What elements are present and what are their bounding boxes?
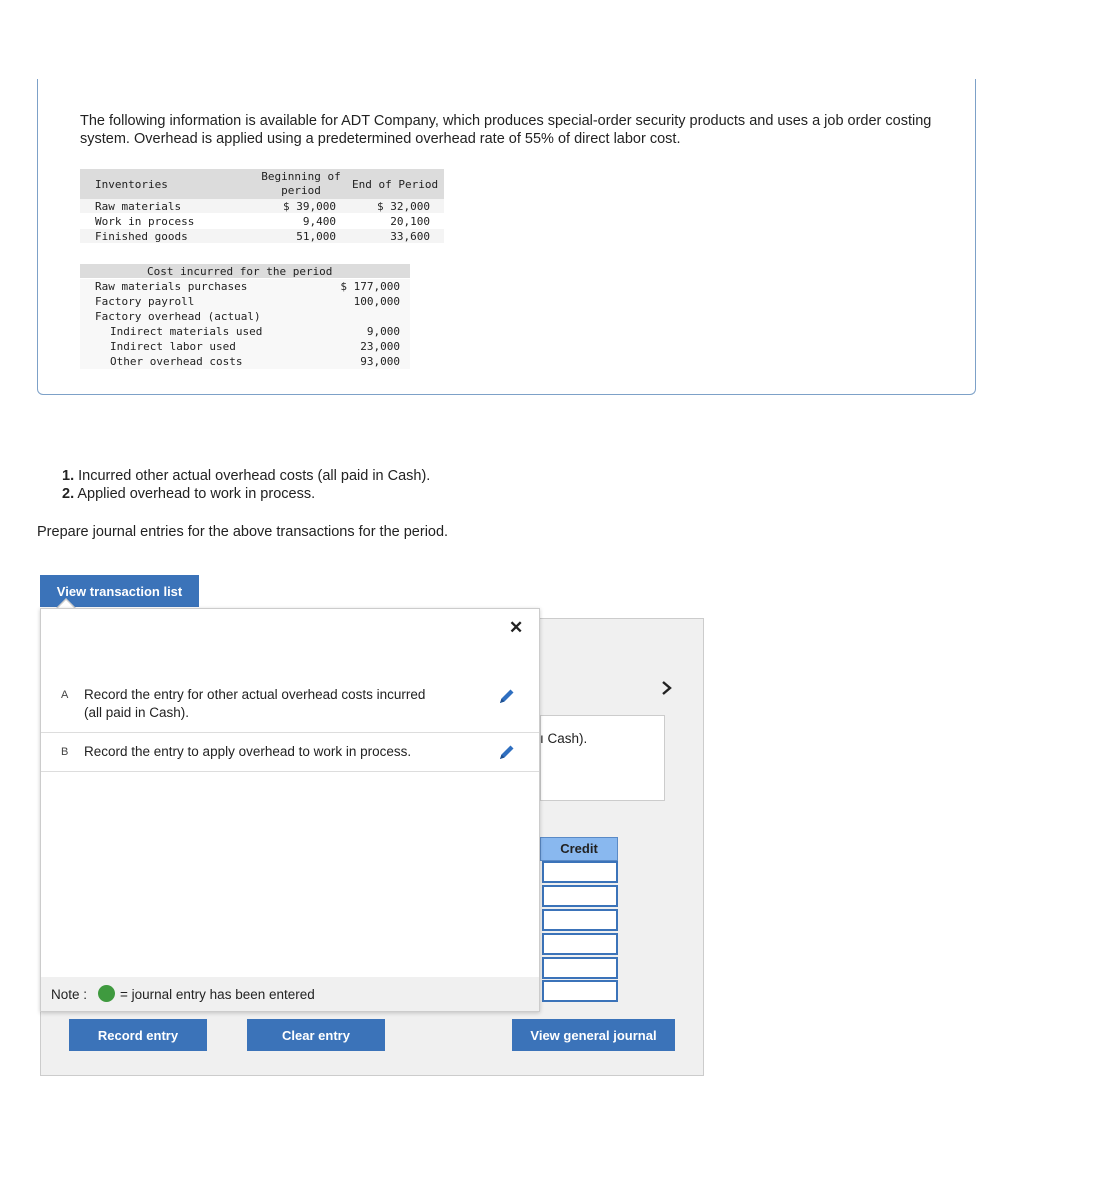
transaction-list-item-a[interactable] xyxy=(41,671,539,733)
cost-row-value: 23,000 xyxy=(360,340,400,353)
item-letter: A xyxy=(61,689,69,701)
edit-pencil-icon[interactable] xyxy=(497,686,517,706)
credit-input[interactable] xyxy=(542,980,618,1002)
credit-column-header: Credit xyxy=(540,837,618,861)
transaction-list-popup xyxy=(40,608,540,1012)
transaction-list-item-b[interactable] xyxy=(41,733,539,772)
edit-pencil-icon[interactable] xyxy=(497,742,517,762)
item-letter: B xyxy=(61,746,69,758)
popup-note-bar xyxy=(41,977,539,1011)
note-text: = journal entry has been entered xyxy=(120,987,315,1002)
entered-dot-icon xyxy=(98,985,115,1002)
cost-row-value: 100,000 xyxy=(353,295,400,308)
credit-input[interactable] xyxy=(542,861,618,883)
credit-input[interactable] xyxy=(542,933,618,955)
transaction-item: 2. Applied overhead to work in process. xyxy=(62,486,316,502)
record-entry-button[interactable]: Record entry xyxy=(69,1019,207,1051)
view-transaction-list-button[interactable]: View transaction list xyxy=(40,575,199,607)
cost-row-label: Raw materials purchases xyxy=(95,280,248,293)
cost-row-value: 9,000 xyxy=(366,325,400,338)
cost-row-label: Factory payroll xyxy=(95,295,195,308)
note-label: Note : xyxy=(51,987,88,1002)
item-text: Record the entry for other actual overhead costs incurred (all paid in Cash). xyxy=(84,687,426,720)
beginning-header: Beginning of period xyxy=(261,170,341,197)
credit-input[interactable] xyxy=(542,885,618,907)
view-general-journal-button[interactable]: View general journal xyxy=(512,1019,675,1051)
inventories-header: Inventories xyxy=(95,178,168,191)
cost-row-value: $ 177,000 xyxy=(340,280,400,293)
cost-row-value: 93,000 xyxy=(360,355,400,368)
cost-row-label: Indirect materials used xyxy=(110,325,263,338)
cost-header-label: Cost incurred for the period xyxy=(147,265,333,278)
instruction-text: Prepare journal entries for the above transactions for the period. xyxy=(37,524,449,540)
credit-input[interactable] xyxy=(542,957,618,979)
intro-text: The following information is available for ADT Company, which produces special-order security products and uses a job order costing system. Overhead is applied using a predetermined overhead rate of 55% of direct labor cost. xyxy=(80,113,932,147)
end-header: End of Period xyxy=(352,178,439,191)
next-arrow-icon[interactable] xyxy=(660,678,674,704)
close-icon[interactable]: ✕ xyxy=(509,618,524,637)
cost-row-label: Indirect labor used xyxy=(110,340,236,353)
entry-description-box xyxy=(540,715,665,801)
item-text: Record the entry to apply overhead to work in process. xyxy=(84,744,412,759)
cost-row-label: Factory overhead (actual) xyxy=(95,310,261,323)
cost-row-label: Other overhead costs xyxy=(110,355,243,368)
clear-entry-button[interactable]: Clear entry xyxy=(247,1019,385,1051)
transaction-item: 1. Incurred other actual overhead costs (all paid in Cash). xyxy=(62,468,431,484)
entry-description-partial: ı Cash). xyxy=(540,731,588,746)
credit-input[interactable] xyxy=(542,909,618,931)
